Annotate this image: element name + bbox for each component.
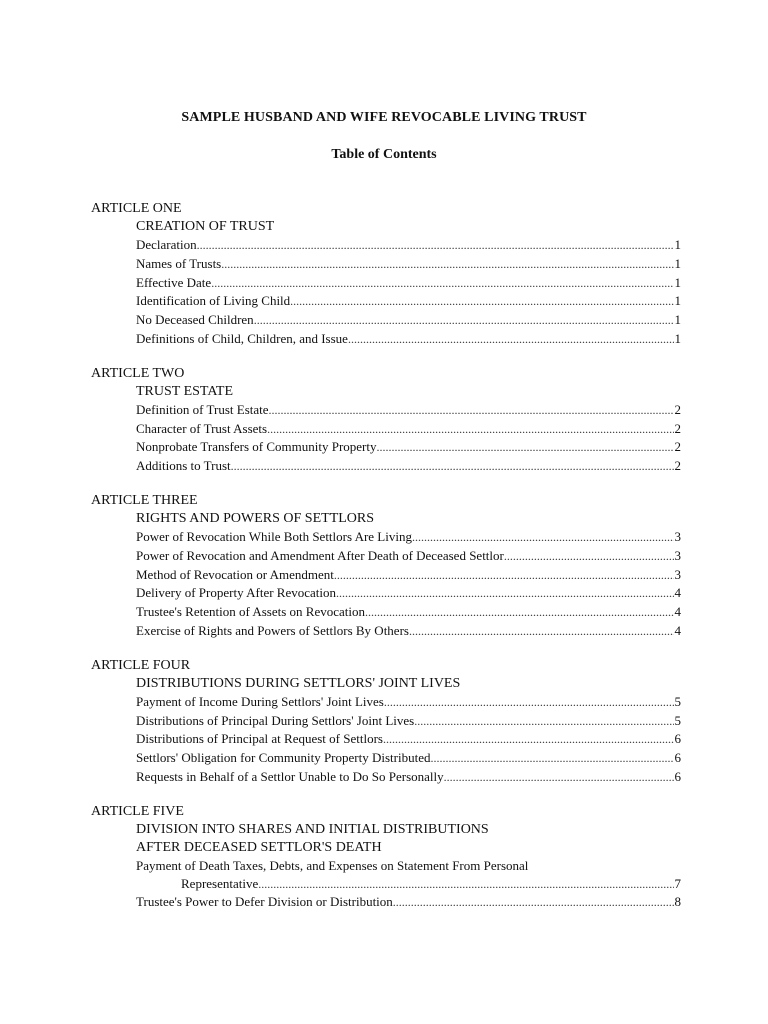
section-title: DIVISION INTO SHARES AND INITIAL DISTRIBUTIONS: [136, 821, 489, 837]
dot-leader: [384, 694, 674, 712]
entry-text: Distributions of Principal at Request of Settlors: [136, 731, 383, 747]
page-number: 2: [674, 458, 681, 474]
page-number: 6: [674, 731, 681, 747]
entry-text: Trustee's Power to Defer Division or Distribution: [136, 894, 393, 910]
table-of-contents: [91, 200, 681, 928]
entry-text: Requests in Behalf of a Settlor Unable to Do So Personally: [136, 768, 444, 784]
dot-leader: [334, 567, 674, 585]
entry-text: Identification of Living Child: [136, 293, 291, 309]
page-number: 5: [674, 712, 681, 728]
toc-entry[interactable]: [136, 693, 681, 712]
article-label: ARTICLE ONE: [91, 201, 182, 216]
dot-leader: [267, 421, 673, 439]
toc-entry[interactable]: [136, 528, 681, 547]
page-number: 1: [674, 293, 681, 309]
dot-leader: [383, 731, 674, 749]
entry-text: Delivery of Property After Revocation: [136, 585, 336, 601]
section-title: DISTRIBUTIONS DURING SETTLORS' JOINT LIVES: [136, 675, 461, 691]
article-four: [91, 657, 681, 787]
toc-entries: [136, 401, 681, 476]
page-number: 2: [674, 420, 681, 436]
entry-text: Declaration: [136, 237, 197, 252]
toc-entry[interactable]: [136, 893, 681, 912]
page-number: 3: [674, 528, 681, 544]
entry-text: Exercise of Rights and Powers of Settlors By Others: [136, 622, 409, 638]
entry-text: Method of Revocation or Amendment: [136, 566, 334, 582]
entry-text: Payment of Income During Settlors' Joint Lives: [136, 693, 384, 709]
toc-entry[interactable]: [136, 730, 681, 749]
entry-text: Names of Trusts: [136, 255, 222, 271]
entry-text: Power of Revocation and Amendment After Death of Deceased Settlor: [136, 547, 504, 563]
page-number: 2: [674, 439, 681, 455]
section-title: CREATION OF TRUST: [136, 219, 275, 234]
page-number: 1: [674, 330, 681, 346]
entry-text: Definition of Trust Estate: [136, 401, 269, 417]
toc-entry[interactable]: [136, 584, 681, 603]
toc-entry[interactable]: [136, 330, 681, 349]
dot-leader: [393, 894, 674, 912]
toc-entry[interactable]: [136, 438, 681, 457]
toc-entry[interactable]: [136, 274, 681, 293]
page-number: 8: [674, 894, 681, 910]
dot-leader: [197, 237, 674, 255]
article-two: [91, 365, 681, 476]
dot-leader: [269, 402, 674, 420]
entry-text: Trustee's Retention of Assets on Revocation: [136, 604, 365, 620]
article-label: ARTICLE FOUR: [91, 657, 191, 673]
dot-leader: [444, 769, 674, 787]
page-number: 6: [674, 750, 681, 766]
toc-entries: [136, 693, 681, 787]
entry-text: Representative: [181, 875, 259, 891]
dot-leader: [211, 275, 673, 293]
toc-entry[interactable]: [136, 603, 681, 622]
page-number: 2: [674, 401, 681, 417]
page-number: 7: [674, 875, 681, 891]
toc-entry[interactable]: [136, 547, 681, 566]
dot-leader: [231, 458, 674, 476]
dot-leader: [365, 604, 674, 622]
page-number: 1: [674, 237, 681, 252]
toc-entries: [136, 528, 681, 641]
article-five: [91, 803, 681, 912]
article-label: ARTICLE TWO: [91, 365, 185, 381]
toc-entry[interactable]: [136, 420, 681, 439]
page-number: 5: [674, 693, 681, 709]
section-title: TRUST ESTATE: [136, 383, 234, 399]
section-title: RIGHTS AND POWERS OF SETTLORS: [136, 510, 375, 526]
dot-leader: [430, 750, 673, 768]
toc-entry[interactable]: [136, 566, 681, 585]
dot-leader: [258, 876, 673, 894]
entry-text: No Deceased Children: [136, 312, 254, 328]
toc-entries: [136, 857, 681, 912]
dot-leader: [409, 623, 674, 641]
page-number: 1: [674, 255, 681, 271]
page-number: 4: [674, 604, 681, 620]
document-title: SAMPLE HUSBAND AND WIFE REVOCABLE LIVING TRUST: [181, 110, 587, 125]
toc-entry[interactable]: [136, 401, 681, 420]
toc-entry-first-line[interactable]: Payment of Death Taxes, Debts, and Expenses on Statement From Personal: [136, 857, 529, 873]
dot-leader: [376, 439, 673, 457]
toc-entry[interactable]: [136, 712, 681, 731]
entry-text: Nonprobate Transfers of Community Property: [136, 439, 377, 455]
entry-text: Definitions of Child, Children, and Issue: [136, 330, 348, 346]
section-title-continued: AFTER DECEASED SETTLOR'S DEATH: [136, 839, 382, 855]
toc-entry-continued[interactable]: [136, 875, 681, 894]
page-number: 1: [674, 274, 681, 290]
toc-entry[interactable]: [136, 311, 681, 330]
entry-text: Effective Date: [136, 274, 212, 290]
toc-entries: [136, 236, 681, 349]
dot-leader: [348, 331, 674, 349]
toc-heading: Table of Contents: [331, 147, 437, 162]
page-number: 4: [674, 622, 681, 638]
toc-entry[interactable]: [136, 749, 681, 768]
article-one: [91, 200, 681, 349]
page-number: 4: [674, 585, 681, 601]
page-number: 3: [674, 566, 681, 582]
article-label: ARTICLE THREE: [91, 492, 198, 508]
entry-text: Distributions of Principal During Settlors' Joint Lives: [136, 712, 415, 728]
dot-leader: [336, 585, 674, 603]
toc-entry[interactable]: [136, 768, 681, 787]
toc-entry[interactable]: [136, 292, 681, 311]
dot-leader: [412, 529, 674, 547]
dot-leader: [504, 548, 674, 566]
toc-entry[interactable]: [136, 255, 681, 274]
article-label: ARTICLE FIVE: [91, 803, 184, 819]
page-number: 3: [674, 547, 681, 563]
toc-entry[interactable]: [136, 622, 681, 641]
page-number: 6: [674, 768, 681, 784]
entry-text: Settlors' Obligation for Community Property Distributed: [136, 750, 431, 766]
article-three: [91, 492, 681, 641]
entry-text: Additions to Trust: [136, 458, 231, 474]
dot-leader: [414, 713, 673, 731]
dot-leader: [290, 293, 673, 311]
toc-entry[interactable]: [136, 236, 681, 255]
dot-leader: [221, 256, 673, 274]
dot-leader: [254, 312, 674, 330]
page-number: 1: [674, 312, 681, 328]
entry-text: Power of Revocation While Both Settlors Are Living: [136, 528, 412, 544]
entry-text: Character of Trust Assets: [136, 420, 268, 436]
toc-entry[interactable]: [136, 457, 681, 476]
